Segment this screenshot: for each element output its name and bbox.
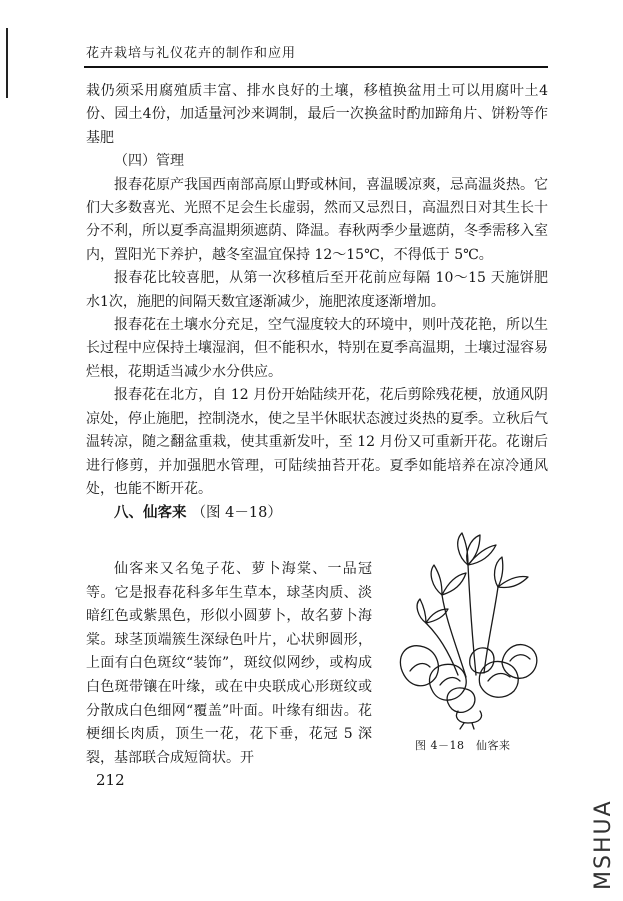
header-rule (84, 66, 548, 68)
body-text (86, 80, 548, 526)
page-number: 212 (96, 771, 125, 789)
section-heading-cyclamen (86, 501, 548, 525)
paragraph-watering: 报春花在土壤水分充足，空气湿度较大的环境中，则叶茂花艳，所以生长过程中应保持土壤湿润，但不能积水，特别在夏季高温期，土壤过湿容易烂根，花期适当减少水分供应。 (86, 317, 548, 380)
paragraph-flowering: 报春花在北方，自 12 月份开始陆续开花，花后剪除残花梗，放通风阴凉处，停止施肥，控制浇水，使之呈半休眠状态渡过炎热的夏季。立秋后气温转凉，随之翻盆重栽，使其重新发叶，至 12 月份又可重新开花。花谢后进行修剪，并加强肥水管理，可陆续抽苔开花。夏季如能培养在凉冷通风处，也能不断开花。 (86, 387, 548, 497)
paragraph-habitat: 报春花原产我国西南部高原山野或林间，喜温暖凉爽，忌高温炎热。它们大多数喜光、光照不足会生长虚弱，然而又忌烈日，高温烈日对其生长十分不利，所以夏季高温期须遮荫、降温。春秋两季少量遮荫，冬季需移入室内，置阳光下养护，越冬室温宜保持 12～15℃，不得低于 5℃。 (86, 176, 548, 263)
running-header: 花卉栽培与礼仪花卉的制作和应用 (86, 46, 297, 61)
cyclamen-description (86, 558, 372, 770)
figure-reference: （图 4－18） (191, 505, 282, 522)
watermark-logo (591, 799, 616, 890)
figure-caption: 图 4－18 仙客来 (415, 739, 511, 752)
paragraph-cyclamen: 仙客来又名兔子花、萝卜海棠、一品冠等。它是报春花科多年生草本，球茎肉质、淡暗红色或紫黑色，形似小圆萝卜，故名萝卜海棠。球茎顶端簇生深绿色叶片，心状卵圆形，上面有白色斑纹“装饰”，斑纹似网纱，或构成白色斑带镶在叶缘，或在中央联成心形斑纹或分散成白色细网“覆盖”叶面。叶缘有细齿。花梗细长肉质，顶生一花，花下垂，花冠 5 深裂，基部联合成短筒状。开 (86, 561, 372, 766)
page-edge-mark (6, 28, 8, 98)
watermark-text: MSHUA (591, 799, 616, 890)
subheading-management: （四）管理 (114, 153, 184, 170)
paragraph-continued: 栽仍须采用腐殖质丰富、排水良好的土壤，移植换盆用土可以用腐叶土4份、园土4份，加适量河沙来调制，最后一次换盆时酌加蹄角片、饼粉等作基肥 (86, 83, 548, 146)
paragraph-fertilizing: 报春花比较喜肥，从第一次移植后至开花前应每隔 10～15 天施饼肥水1次，施肥的间隔天数宜逐渐减少，施肥浓度逐渐增加。 (86, 270, 548, 310)
section-title: 八、仙客来 (114, 504, 187, 522)
cyclamen-plant-drawing-icon (384, 525, 542, 730)
